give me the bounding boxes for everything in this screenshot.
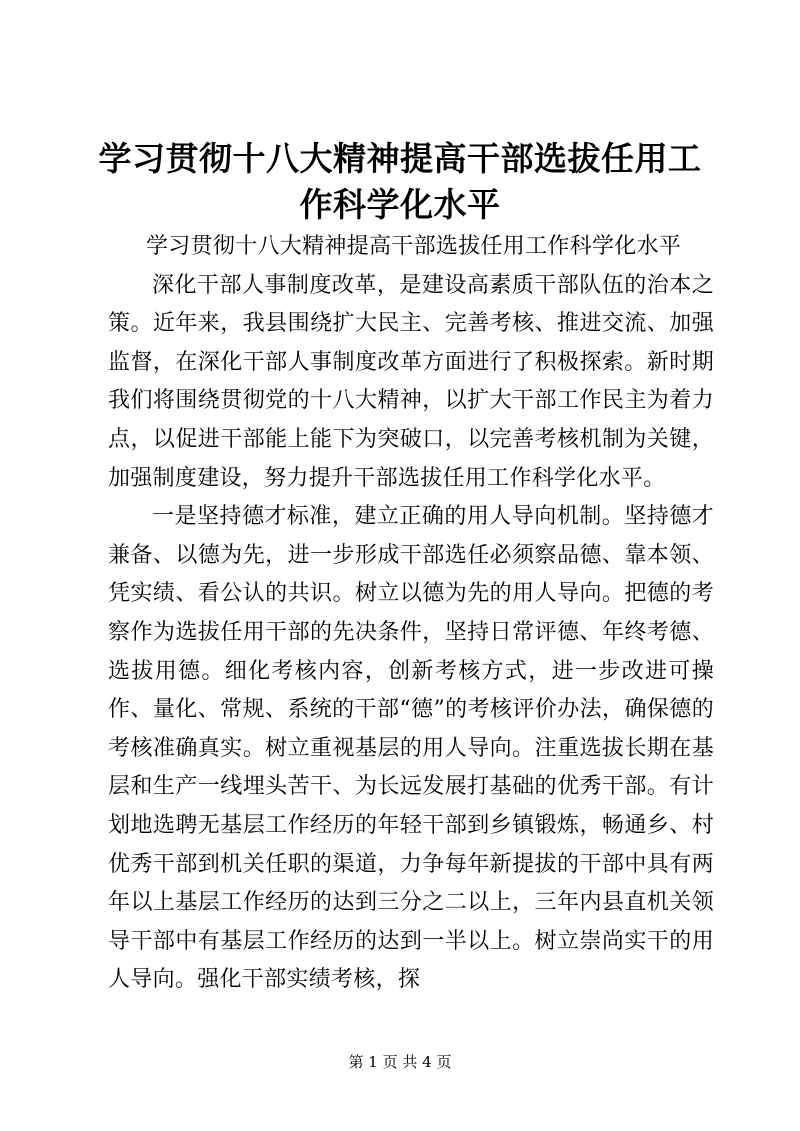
document-body bbox=[108, 228, 714, 1000]
document-subtitle: 学习贯彻十八大精神提高干部选拔任用工作科学化水平 bbox=[146, 234, 682, 259]
page-footer: 第 1 页 共 4 页 bbox=[348, 1053, 452, 1071]
paragraph-intro: 深化干部人事制度改革，是建设高素质干部队伍的治本之策。近年来，我县围绕扩大民主、完善考核、推进交流、加强监督，在深化干部人事制度改革方面进行了积极探索。新时期我们将围绕贯彻党的十八大精神，以扩大干部工作民主为着力点，以促进干部能上能下为突破口，以完善考核机制为关键，加强制度建设，努力提升干部选拔任用工作科学化水平。 bbox=[108, 272, 714, 491]
document-title: 学习贯彻十八大精神提高干部选拔任用工作科学化水平 bbox=[98, 139, 702, 224]
paragraph-point-one: 一是坚持德才标准，建立正确的用人导向机制。坚持德才兼备、以德为先，进一步形成干部选任必须察品德、靠本领、凭实绩、看公认的共识。树立以德为先的用人导向。把德的考察作为选拔任用干部的先决条件，坚持日常评德、年终考德、选拔用德。细化考核内容，创新考核方式，进一步改进可操作、量化、常规、系统的干部“德”的考核评价办法，确保德的考核准确真实。树立重视基层的用人导向。注重选拔长期在基层和生产一线埋头苦干、为长远发展打基础的优秀干部。有计划地选聘无基层工作经历的年轻干部到乡镇锻炼，畅通乡、村优秀干部到机关任职的渠道，力争每年新提拔的干部中具有两年以上基层工作经历的达到三分之二以上，三年内县直机关领导干部中有基层工作经历的达到一半以上。树立崇尚实干的用人导向。强化干部实绩考核，探 bbox=[108, 504, 714, 993]
